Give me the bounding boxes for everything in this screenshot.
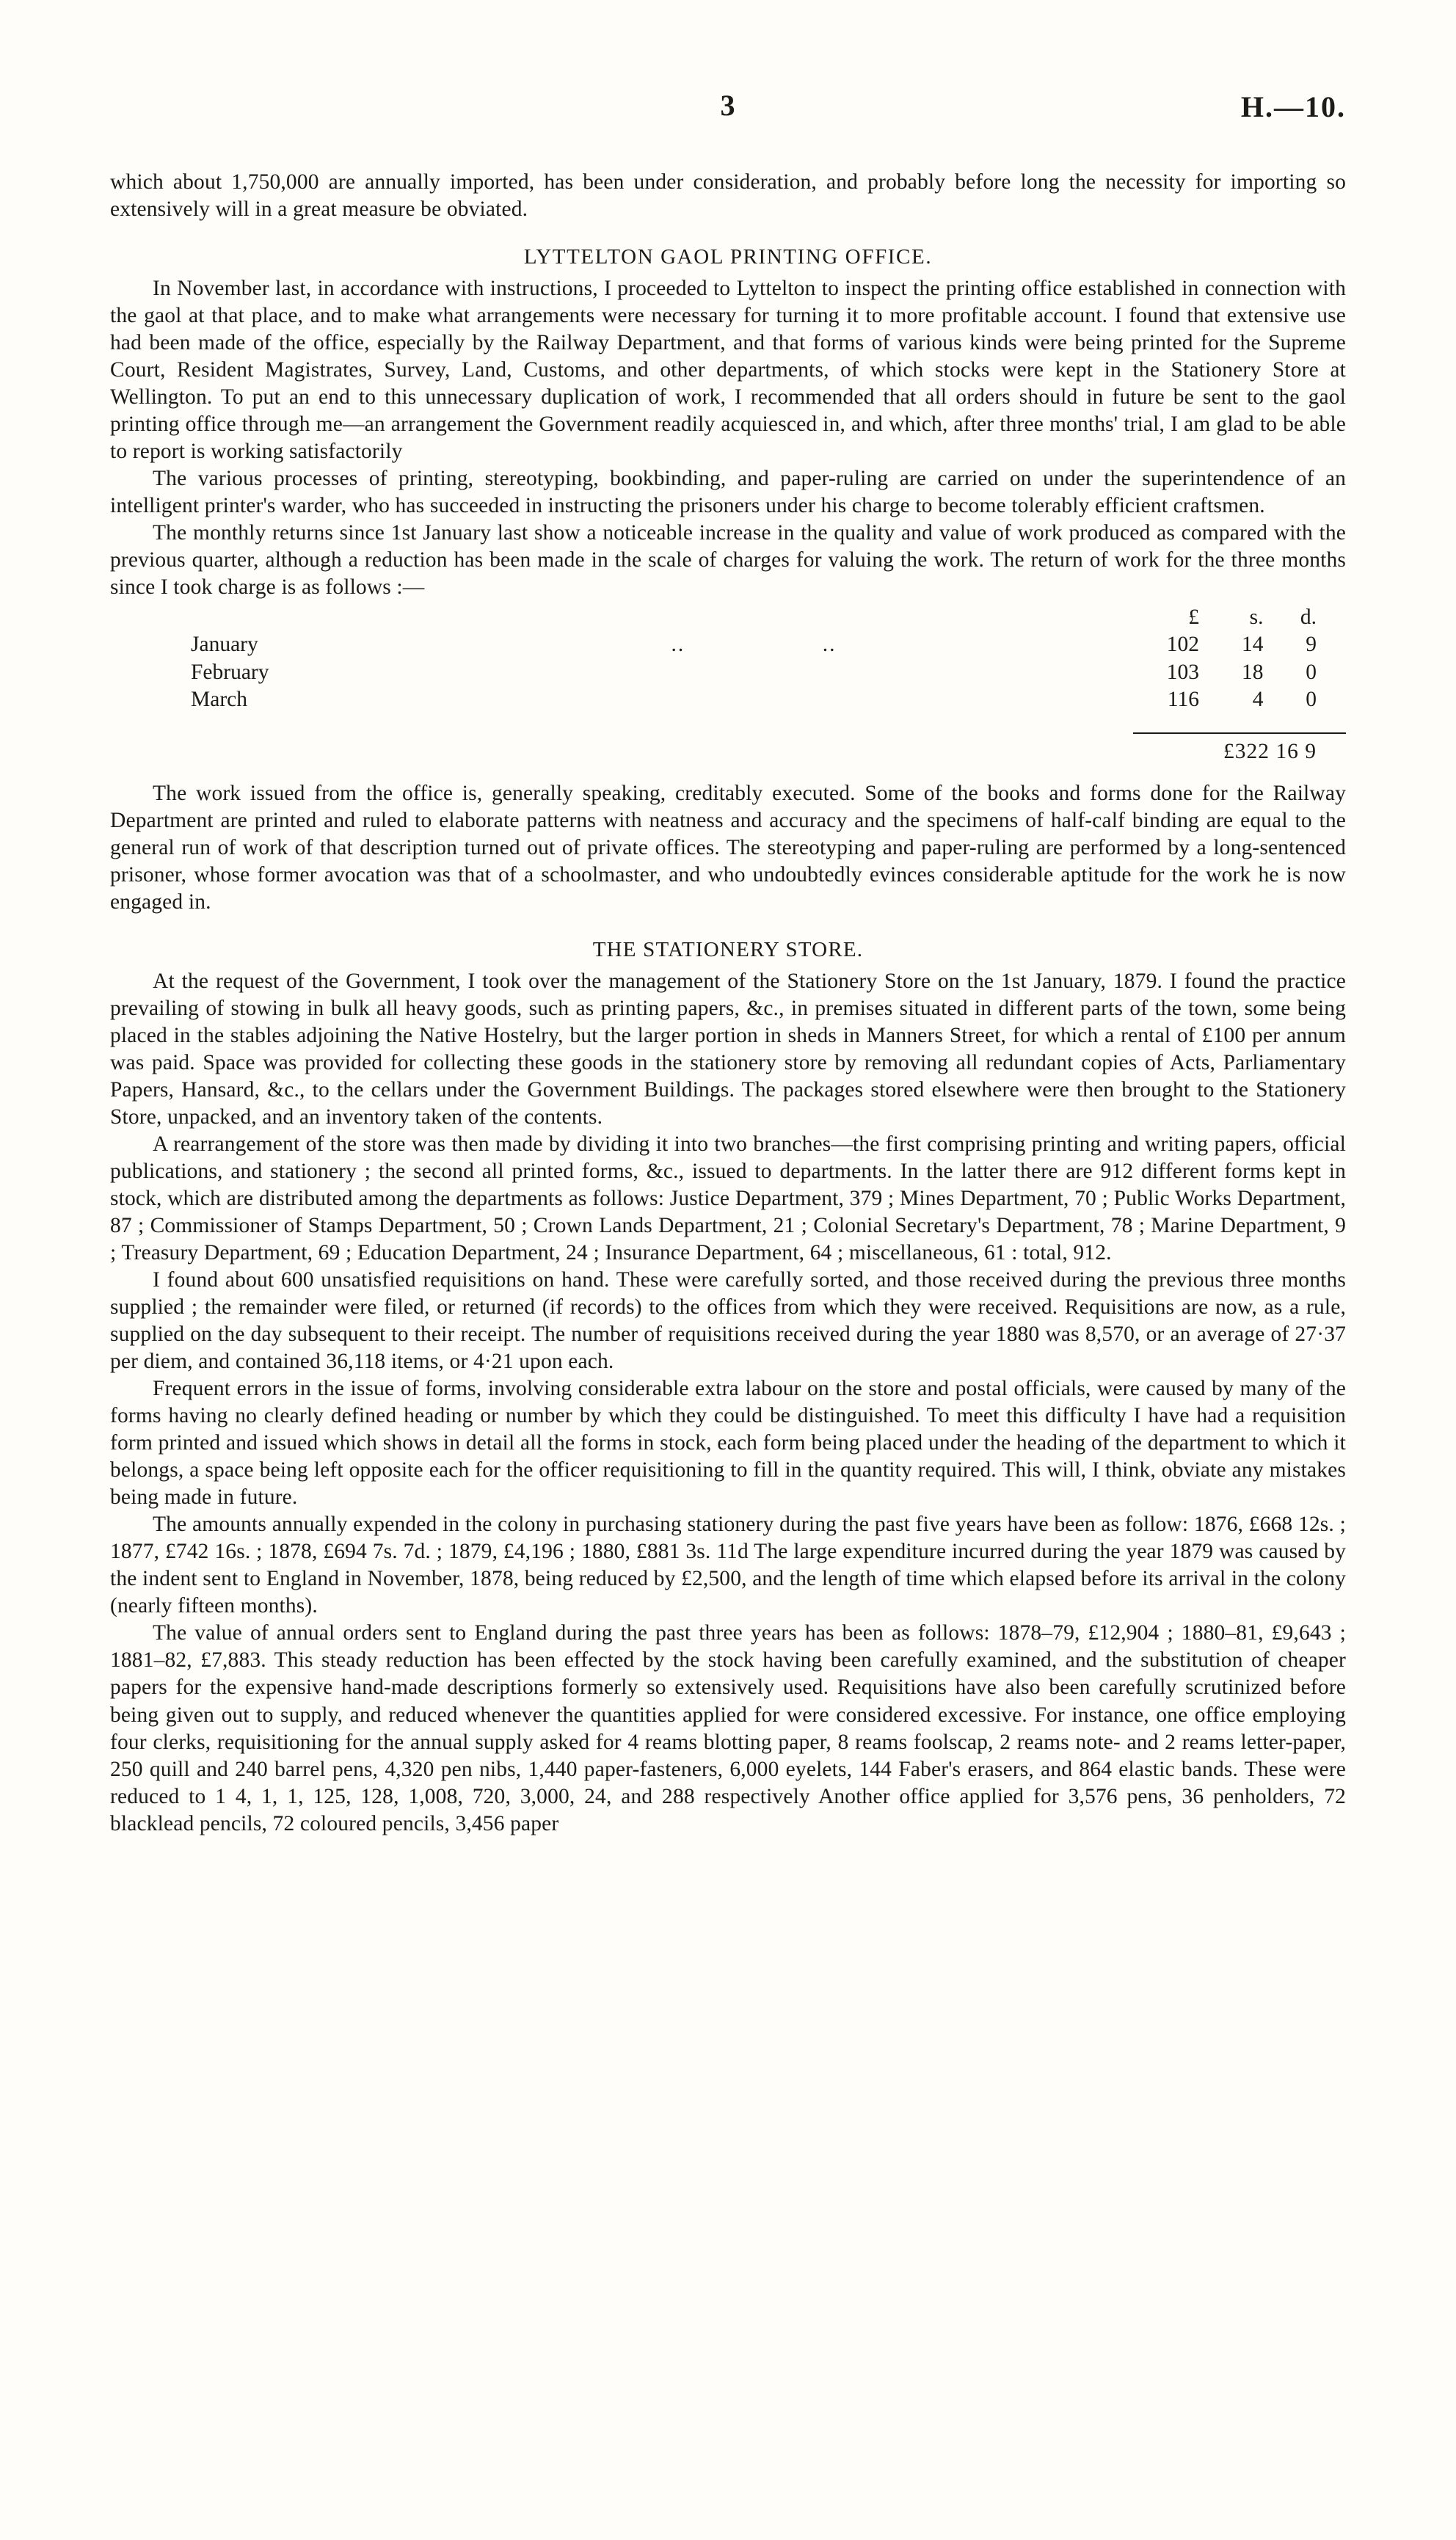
row-label: March [191, 687, 247, 711]
paragraph: The various processes of printing, stereotyping, bookbinding, and paper-ruling are carried on under the superintendence of an intelligent printer's warder, who has succeeded in instructing the prisoners under his charge to become tolerably efficient craftsmen. [110, 467, 1346, 518]
column-header-pounds: £ [1188, 605, 1199, 630]
column-header-pence: d. [1300, 605, 1317, 630]
cell-pence: 9 [1306, 633, 1317, 657]
total-amount: £322 16 9 [1133, 732, 1346, 765]
cell-shillings: 4 [1252, 687, 1264, 711]
cell-pounds: 116 [1167, 687, 1199, 711]
paragraph: The monthly returns since 1st January last show a noticeable increase in the quality and value of work produced as compared with the previous quarter, although a reduction has been made in the scale of charges for valuing the work. The return of work for the three months since I took charge is as follows :— [110, 521, 1346, 600]
paragraph: At the request of the Government, I took over the management of the Stationery Store on the 1st January, 1879. I found the practice prevailing of stowing in bulk all heavy goods, such as printing papers, &c., in premises situated in different parts of the town, some being placed in the stables adjoining the Native Hostelry, but the larger portion in sheds in Manners Street, for which a rental of £100 per annum was paid. Space was provided for collecting these goods in the stationery store by removing all redundant copies of Acts, Parliamentary Papers, Hansard, &c., to the cellars under the Government Buildings. The packages stored elsewhere were then brought to the Stationery Store, unpacked, and an inventory taken of the contents. [110, 969, 1346, 1129]
cell-pence: 0 [1306, 687, 1317, 711]
page-header [110, 88, 1346, 147]
table-row [110, 659, 1346, 686]
paragraph: A rearrangement of the store was then made by dividing it into two branches—the first comprising printing and writing papers, official publications, and stationery ; the second all printed forms, &c., issued to departments. In the latter there are 912 different forms kept in stock, which are distributed among the departments as follows: Justice Department, 379 ; Mines Department, 70 ; Public Works Department, 87 ; Commissioner of Stamps Department, 50 ; Crown Lands Department, 21 ; Colonial Secretary's Department, 78 ; Marine Department, 9 ; Treasury Department, 69 ; Education Department, 24 ; Insurance Department, 64 ; miscellaneous, 61 : total, 912. [110, 1132, 1346, 1265]
paragraph: The amounts annually expended in the colony in purchasing stationery during the past five years have been as follow: 1876, £668 12s. ; 1877, £742 16s. ; 1878, £694 7s. 7d. ; 1879, £4,196 ; 1880, £881 3s. 11d The large expenditure incurred during the year 1879 was caused by the indent sent to England in November, 1878, being reduced by £2,500, and the length of time which elapsed before its arrival in the colony (nearly fifteen months). [110, 1513, 1346, 1618]
column-header-shillings: s. [1249, 605, 1264, 630]
table-row [110, 686, 1346, 713]
cell-shillings: 14 [1242, 633, 1264, 657]
paragraph: The value of annual orders sent to England during the past three years has been as follows: 1878–79, £12,904 ; 1880–81, £9,643 ; 1881–82, £7,883. This steady reduction has been effected by the stock having been carefully examined, and the substitution of cheaper papers for the expensive hand-made descriptions formerly so extensively used. Requisitions have also been carefully scrutinized before being given out to supply, and reduced whenever the quantities applied for were considered excessive. For instance, one office employing four clerks, requisitioning for the annual supply asked for 4 reams blotting paper, 8 reams foolscap, 2 reams note- and 2 reams letter-paper, 250 quill and 240 barrel pens, 4,320 pen nibs, 1,440 paper-fasteners, 6,000 eyelets, 144 Faber's erasers, and 864 elastic bands. These were reduced to 1 4, 1, 1, 125, 128, 1,008, 720, 3,000, 24, and 288 respectively Another office applied for 3,576 pens, 36 penholders, 72 blacklead pencils, 72 coloured pencils, 3,456 paper [110, 1621, 1346, 1835]
table-total-row [110, 732, 1346, 765]
table-header-row [110, 604, 1346, 631]
monthly-returns-table [110, 604, 1346, 765]
document-code: H.—10. [1240, 90, 1346, 123]
opening-paragraph: which about 1,750,000 are annually imported, has been under consideration, and probably before long the necessity for importing so extensively will in a great measure be obviated. [110, 170, 1346, 222]
cell-shillings: 18 [1242, 660, 1264, 684]
row-label: February [191, 660, 269, 684]
paragraph: I found about 600 unsatisfied requisitions on hand. These were carefully sorted, and those received during the previous three months supplied ; the remainder were filed, or returned (if records) to the offices from which they were received. Requisitions are now, as a rule, supplied on the day subsequent to their receipt. The number of requisitions received during the year 1880 was 8,570, or an average of 27·37 per diem, and contained 36,118 items, or 4·21 upon each. [110, 1268, 1346, 1374]
leader-dots: .. .. [671, 633, 837, 657]
cell-pounds: 103 [1166, 660, 1199, 684]
page-number: 3 [720, 89, 736, 122]
section-heading-stationery-store: THE STATIONERY STORE. [592, 938, 864, 962]
paragraph: Frequent errors in the issue of forms, involving considerable extra labour on the store and postal officials, were caused by many of the forms having no clearly defined heading or number by which they could be distinguished. To meet this difficulty I have had a requisition form printed and issued which shows in detail all the forms in stock, each form being placed under the heading of the department to which it belongs, a space being left opposite each for the officer requisitioning to fill in the quantity required. This will, I think, obviate any mistakes being made in future. [110, 1377, 1346, 1510]
cell-pence: 0 [1306, 660, 1317, 684]
row-label: January [191, 633, 258, 657]
section-heading-lyttelton: LYTTELTON GAOL PRINTING OFFICE. [523, 245, 933, 269]
table-row [110, 631, 1346, 658]
paragraph: In November last, in accordance with instructions, I proceeded to Lyttelton to inspect the printing office established in connection with the gaol at that place, and to make what arrangements were necessary for turning it to more profitable account. I found that extensive use had been made of the office, especially by the Railway Department, and that forms of various kinds were being printed for the Supreme Court, Resident Magistrates, Survey, Land, Customs, and other departments, of which stocks were kept in the Stationery Store at Wellington. To put an end to this unnecessary duplication of work, I recommended that all orders should in future be sent to the gaol printing office through me—an arrangement the Government readily acquiesced in, and which, after three months' trial, I am glad to be able to report is working satisfactorily [110, 277, 1346, 464]
paragraph: The work issued from the office is, generally speaking, creditably executed. Some of the books and forms done for the Railway Department are printed and ruled to elaborate patterns with neatness and accuracy and the specimens of half-calf binding are equal to the general run of work of that description turned out of private offices. The stereotyping and paper-ruling are performed by a long-sentenced prisoner, whose former avocation was that of a schoolmaster, and who undoubtedly evinces considerable aptitude for the work he is now engaged in. [110, 782, 1346, 914]
cell-pounds: 102 [1166, 633, 1199, 657]
